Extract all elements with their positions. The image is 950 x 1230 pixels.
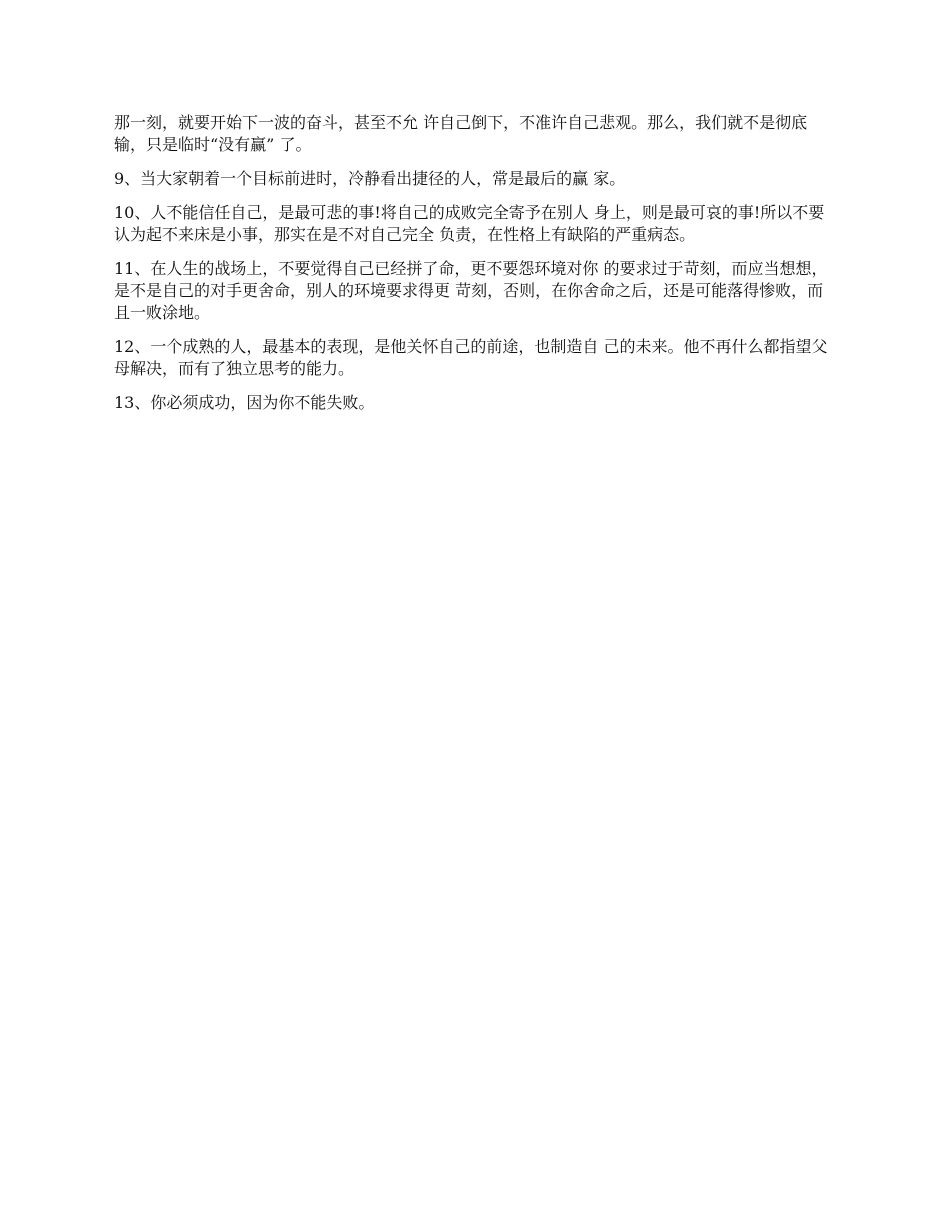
paragraph-intro: 那一刻，就要开始下一波的奋斗，甚至不允 许自己倒下，不准许自己悲观。那么，我们就不是彻底输，只是临时“没有赢” 了。 xyxy=(114,113,808,154)
paragraph-9: 9、当大家朝着一个目标前进时，冷静看出捷径的人，常是最后的赢 家。 xyxy=(114,169,626,188)
paragraph-12: 12、一个成熟的人，最基本的表现，是他关怀自己的前途，也制造自 己的未来。他不再什么都指望父母解决，而有了独立思考的能力。 xyxy=(114,337,828,378)
document-body xyxy=(114,112,836,426)
paragraph-10: 10、人不能信任自己，是最可悲的事!将自己的成败完全寄予在别人 身上，则是最可哀的事!所以不要认为起不来床是小事，那实在是不对自己完全 负责，在性格上有缺陷的严重病态。 xyxy=(114,203,825,244)
paragraph-13: 13、你必须成功，因为你不能失败。 xyxy=(114,393,375,412)
paragraph-11: 11、在人生的战场上，不要觉得自己已经拼了命，更不要怨环境对你 的要求过于苛刻，而应当想想，是不是自己的对手更舍命，别人的环境要求得更 苛刻，否则，在你舍命之后，还是可能落得惨败，而且一败涂地。 xyxy=(114,259,828,322)
